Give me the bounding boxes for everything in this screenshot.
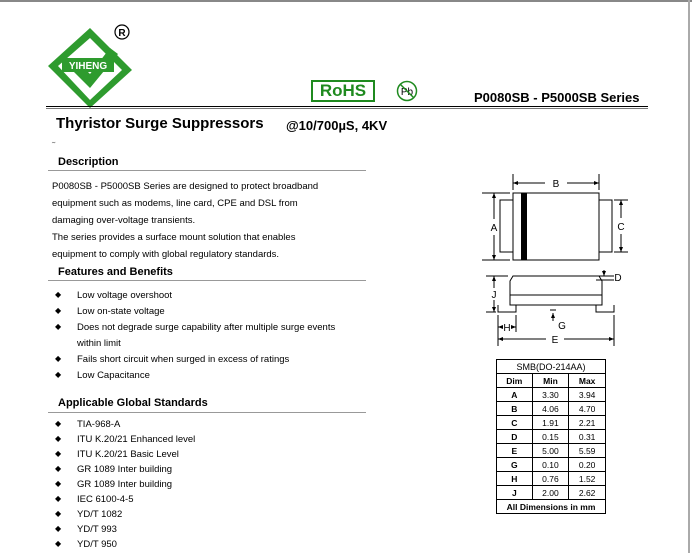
table-cell: 3.94 <box>569 388 606 402</box>
registered-mark: R <box>118 28 126 39</box>
bullet-icon: ◆ <box>55 434 62 443</box>
feature-item: Low Capacitance <box>77 370 150 381</box>
bullet-icon: ◆ <box>55 524 62 533</box>
table-cell: J <box>497 486 533 500</box>
description-heading: Description <box>58 156 119 168</box>
table-cell: H <box>497 472 533 486</box>
table-cell: D <box>497 430 533 444</box>
table-row <box>497 416 606 430</box>
table-row <box>497 458 606 472</box>
table-cell: G <box>497 458 533 472</box>
table-cell: 5.59 <box>569 444 606 458</box>
page-title: Thyristor Surge Suppressors <box>56 115 264 132</box>
bullet-icon: ◆ <box>55 464 62 473</box>
description-line: damaging over-voltage transients. <box>52 215 196 226</box>
table-cell: 0.20 <box>569 458 606 472</box>
table-cell: 3.30 <box>532 388 569 402</box>
package-lead-right <box>599 200 612 252</box>
standard-item: YD/T 993 <box>77 524 117 535</box>
table-cell: E <box>497 444 533 458</box>
page-right-border <box>688 0 690 553</box>
dim-label-a: A <box>490 223 498 234</box>
dim-label-j: J <box>491 290 497 301</box>
standards-rule <box>48 412 366 413</box>
package-outline-diagram <box>480 170 630 352</box>
rohs-badge: RoHS <box>311 80 375 102</box>
table-cell: 1.91 <box>532 416 569 430</box>
table-cell: 4.06 <box>532 402 569 416</box>
table-footer: All Dimensions in mm <box>497 500 606 514</box>
standard-item: TIA-968-A <box>77 419 121 430</box>
table-row <box>497 472 606 486</box>
bullet-icon: ◆ <box>55 509 62 518</box>
table-header: Min <box>532 374 569 388</box>
features-rule <box>48 280 366 281</box>
standard-item: ITU K.20/21 Enhanced level <box>77 434 196 445</box>
dim-label-c: C <box>617 222 625 233</box>
package-lead-left <box>500 200 513 252</box>
standard-item: IEC 6100-4-5 <box>77 494 134 505</box>
bullet-icon: ◆ <box>55 449 62 458</box>
table-cell: 5.00 <box>532 444 569 458</box>
table-cell: 2.00 <box>532 486 569 500</box>
dimension-table <box>496 359 606 514</box>
description-line: P0080SB - P5000SB Series are designed to protect broadband <box>52 181 319 192</box>
table-cell: 2.62 <box>569 486 606 500</box>
dim-label-d: D <box>614 273 622 284</box>
table-cell: 0.31 <box>569 430 606 444</box>
standard-item: YD/T 1082 <box>77 509 123 520</box>
feature-item-continued: within limit <box>77 338 121 349</box>
description-rule <box>48 170 366 171</box>
standard-item: YD/T 950 <box>77 539 117 550</box>
logo-text: YIHENG <box>68 61 108 72</box>
tick-mark: ˜ <box>52 141 56 152</box>
table-cell: A <box>497 388 533 402</box>
bullet-icon: ◆ <box>55 419 62 428</box>
table-cell: C <box>497 416 533 430</box>
table-cell: 4.70 <box>569 402 606 416</box>
standards-heading: Applicable Global Standards <box>58 397 208 409</box>
standard-item: GR 1089 Inter building <box>77 479 173 490</box>
header-rule <box>46 106 648 107</box>
table-cell: 0.76 <box>532 472 569 486</box>
yiheng-logo <box>46 24 136 108</box>
table-header: Dim <box>497 374 533 388</box>
bullet-icon: ◆ <box>55 290 62 299</box>
bullet-icon: ◆ <box>55 494 62 503</box>
feature-item: Fails short circuit when surged in excess of ratings <box>77 354 290 365</box>
table-cell: 2.21 <box>569 416 606 430</box>
table-cell: 1.52 <box>569 472 606 486</box>
feature-item: Low on-state voltage <box>77 306 165 317</box>
page-subtitle: @10/700µS, 4KV <box>286 118 388 133</box>
table-row <box>497 430 606 444</box>
table-cell: B <box>497 402 533 416</box>
package-body-side <box>510 276 602 305</box>
dim-label-e: E <box>551 335 559 346</box>
description-line: equipment to comply with global regulatory standards. <box>52 249 280 260</box>
bullet-icon: ◆ <box>55 539 62 548</box>
standard-item: ITU K.20/21 Basic Level <box>77 449 179 460</box>
standard-item: GR 1089 Inter building <box>77 464 173 475</box>
pb-free-label: Pb <box>400 87 414 98</box>
table-row <box>497 486 606 500</box>
pb-free-icon <box>396 80 418 102</box>
table-caption: SMB(DO-214AA) <box>497 360 606 374</box>
dim-label-g: G <box>558 321 566 332</box>
bullet-icon: ◆ <box>55 370 62 379</box>
table-cell: 0.15 <box>532 430 569 444</box>
dim-label-b: B <box>552 179 560 190</box>
description-line: equipment such as modems, line card, CPE and DSL from <box>52 198 298 209</box>
feature-item: Does not degrade surge capability after multiple surge events <box>77 322 336 333</box>
table-row <box>497 388 606 402</box>
features-heading: Features and Benefits <box>58 266 173 278</box>
bullet-icon: ◆ <box>55 322 62 331</box>
description-line: The series provides a surface mount solution that enables <box>52 232 296 243</box>
bullet-icon: ◆ <box>55 306 62 315</box>
table-row <box>497 444 606 458</box>
table-cell: 0.10 <box>532 458 569 472</box>
dim-label-h: H <box>503 323 511 334</box>
table-row <box>497 402 606 416</box>
table-header: Max <box>569 374 606 388</box>
cathode-band <box>521 193 527 260</box>
bullet-icon: ◆ <box>55 354 62 363</box>
page-top-border <box>0 0 692 2</box>
series-title: P0080SB - P5000SB Series <box>474 90 640 105</box>
feature-item: Low voltage overshoot <box>77 290 173 301</box>
header-rule-thin <box>46 108 648 109</box>
bullet-icon: ◆ <box>55 479 62 488</box>
